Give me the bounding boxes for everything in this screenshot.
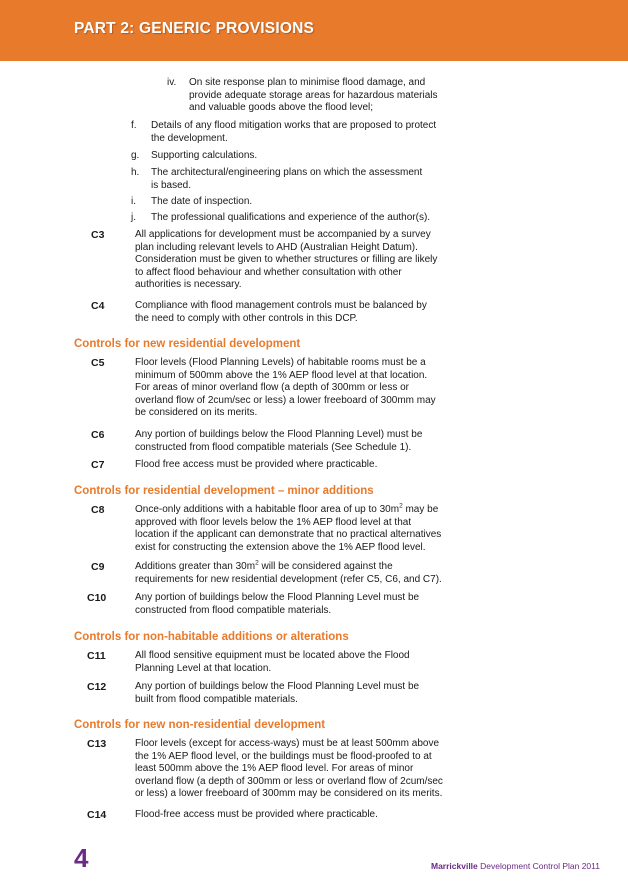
list-marker: h. (131, 167, 140, 178)
control-text: Any portion of buildings below the Flood Planning Level must be built from flood compatible materials. (135, 681, 420, 705)
control-code: C14 (87, 809, 107, 821)
control-text: Flood-free access must be provided where practicable. (135, 809, 378, 820)
control-text: Flood free access must be provided where practicable. (135, 459, 378, 470)
control-code: C8 (91, 504, 105, 516)
control-text: Compliance with flood management controls must be balanced by the need to comply with other controls in this DCP. (135, 300, 427, 324)
control-code: C11 (87, 650, 106, 662)
control-text: Floor levels (Flood Planning Levels) of habitable rooms must be a minimum of 500mm above the 1% AEP flood level at that location. For areas of minor overland flow (a depth of 300mm or less or overland flow of 2cum/sec or less) a lower freeboard of 300mm may be considered on its merits. (135, 357, 436, 419)
control-code: C10 (87, 592, 107, 604)
control-text: Additions greater than $30m^2$ will be considered against the requirements for new residential development (refer C5, C6, and C7). (135, 559, 442, 585)
control-text: Any portion of buildings below the Flood Planning Level must be constructed from flood compatible materials. (135, 592, 420, 616)
page-header-title: PART 2: GENERIC PROVISIONS (74, 20, 315, 37)
control-code: C5 (91, 357, 105, 369)
list-marker: j. (131, 212, 136, 223)
superscript: 2 (399, 502, 403, 510)
list-marker: g. (131, 150, 140, 161)
control-text: All applications for development must be accompanied by a survey plan including relevant levels to AHD (Australian Height Datum). Consideration must be given to whether structures or filling are likely to affect flood behaviour and whether consultation with other authorities is necessary. (135, 229, 438, 291)
control-code: C7 (91, 459, 105, 471)
list-text: The professional qualifications and experience of the author(s). (151, 212, 431, 223)
control-code: C12 (87, 681, 107, 693)
list-text: The architectural/engineering plans on which the assessment is based. (151, 167, 423, 191)
list-text: Supporting calculations. (151, 150, 258, 161)
control-code: C13 (87, 738, 107, 750)
footer-doc-title (431, 861, 600, 871)
list-text: The date of inspection. (151, 196, 253, 207)
section-heading: Controls for non-habitable additions or alterations (74, 631, 349, 643)
footer-brand: Marrickville (430, 861, 478, 871)
list-marker: f. (131, 120, 137, 131)
page-number: 4 (74, 843, 89, 873)
control-code: C4 (91, 300, 105, 312)
control-text: Once-only additions with a habitable floor area of up to $30m^2$ may be approved with floor levels below the 1% AEP flood level at that location if the applicant can demonstrate that no practical alternatives exist for constructing the extension above the 1% AEP flood level. (135, 502, 442, 553)
page-header-banner (0, 0, 628, 61)
control-text: Any portion of buildings below the Flood Planning Level) must be constructed from flood compatible materials (See Schedule 1). (135, 429, 423, 453)
control-code: C6 (91, 429, 105, 441)
control-code: C3 (91, 229, 105, 241)
footer-title: Development Control Plan 2011 (477, 861, 600, 871)
control-code: C9 (91, 561, 105, 573)
superscript: 2 (255, 559, 259, 567)
list-text: On site response plan to minimise flood damage, and provide adequate storage areas for hazardous materials and valuable goods above the flood level; (189, 77, 438, 114)
list-marker: i. (131, 196, 136, 207)
section-heading: Controls for new residential development (74, 338, 301, 350)
list-text: Details of any flood mitigation works that are proposed to protect the development. (151, 120, 437, 144)
list-marker: iv. (167, 77, 177, 88)
control-text: Floor levels (except for access-ways) must be at least 500mm above the 1% AEP flood level, or the buildings must be flood-proofed to at least 500mm above the 1% AEP flood level. For areas of minor overland flow (a depth of 300mm or less or overland flow of 2cum/sec or less) a lower freeboard of 300mm may be considered on its merits. (135, 738, 443, 800)
section-heading: Controls for new non-residential development (74, 719, 326, 731)
control-text: All flood sensitive equipment must be located above the Flood Planning Level at that location. (135, 650, 410, 674)
section-heading: Controls for residential development – minor additions (74, 485, 374, 497)
